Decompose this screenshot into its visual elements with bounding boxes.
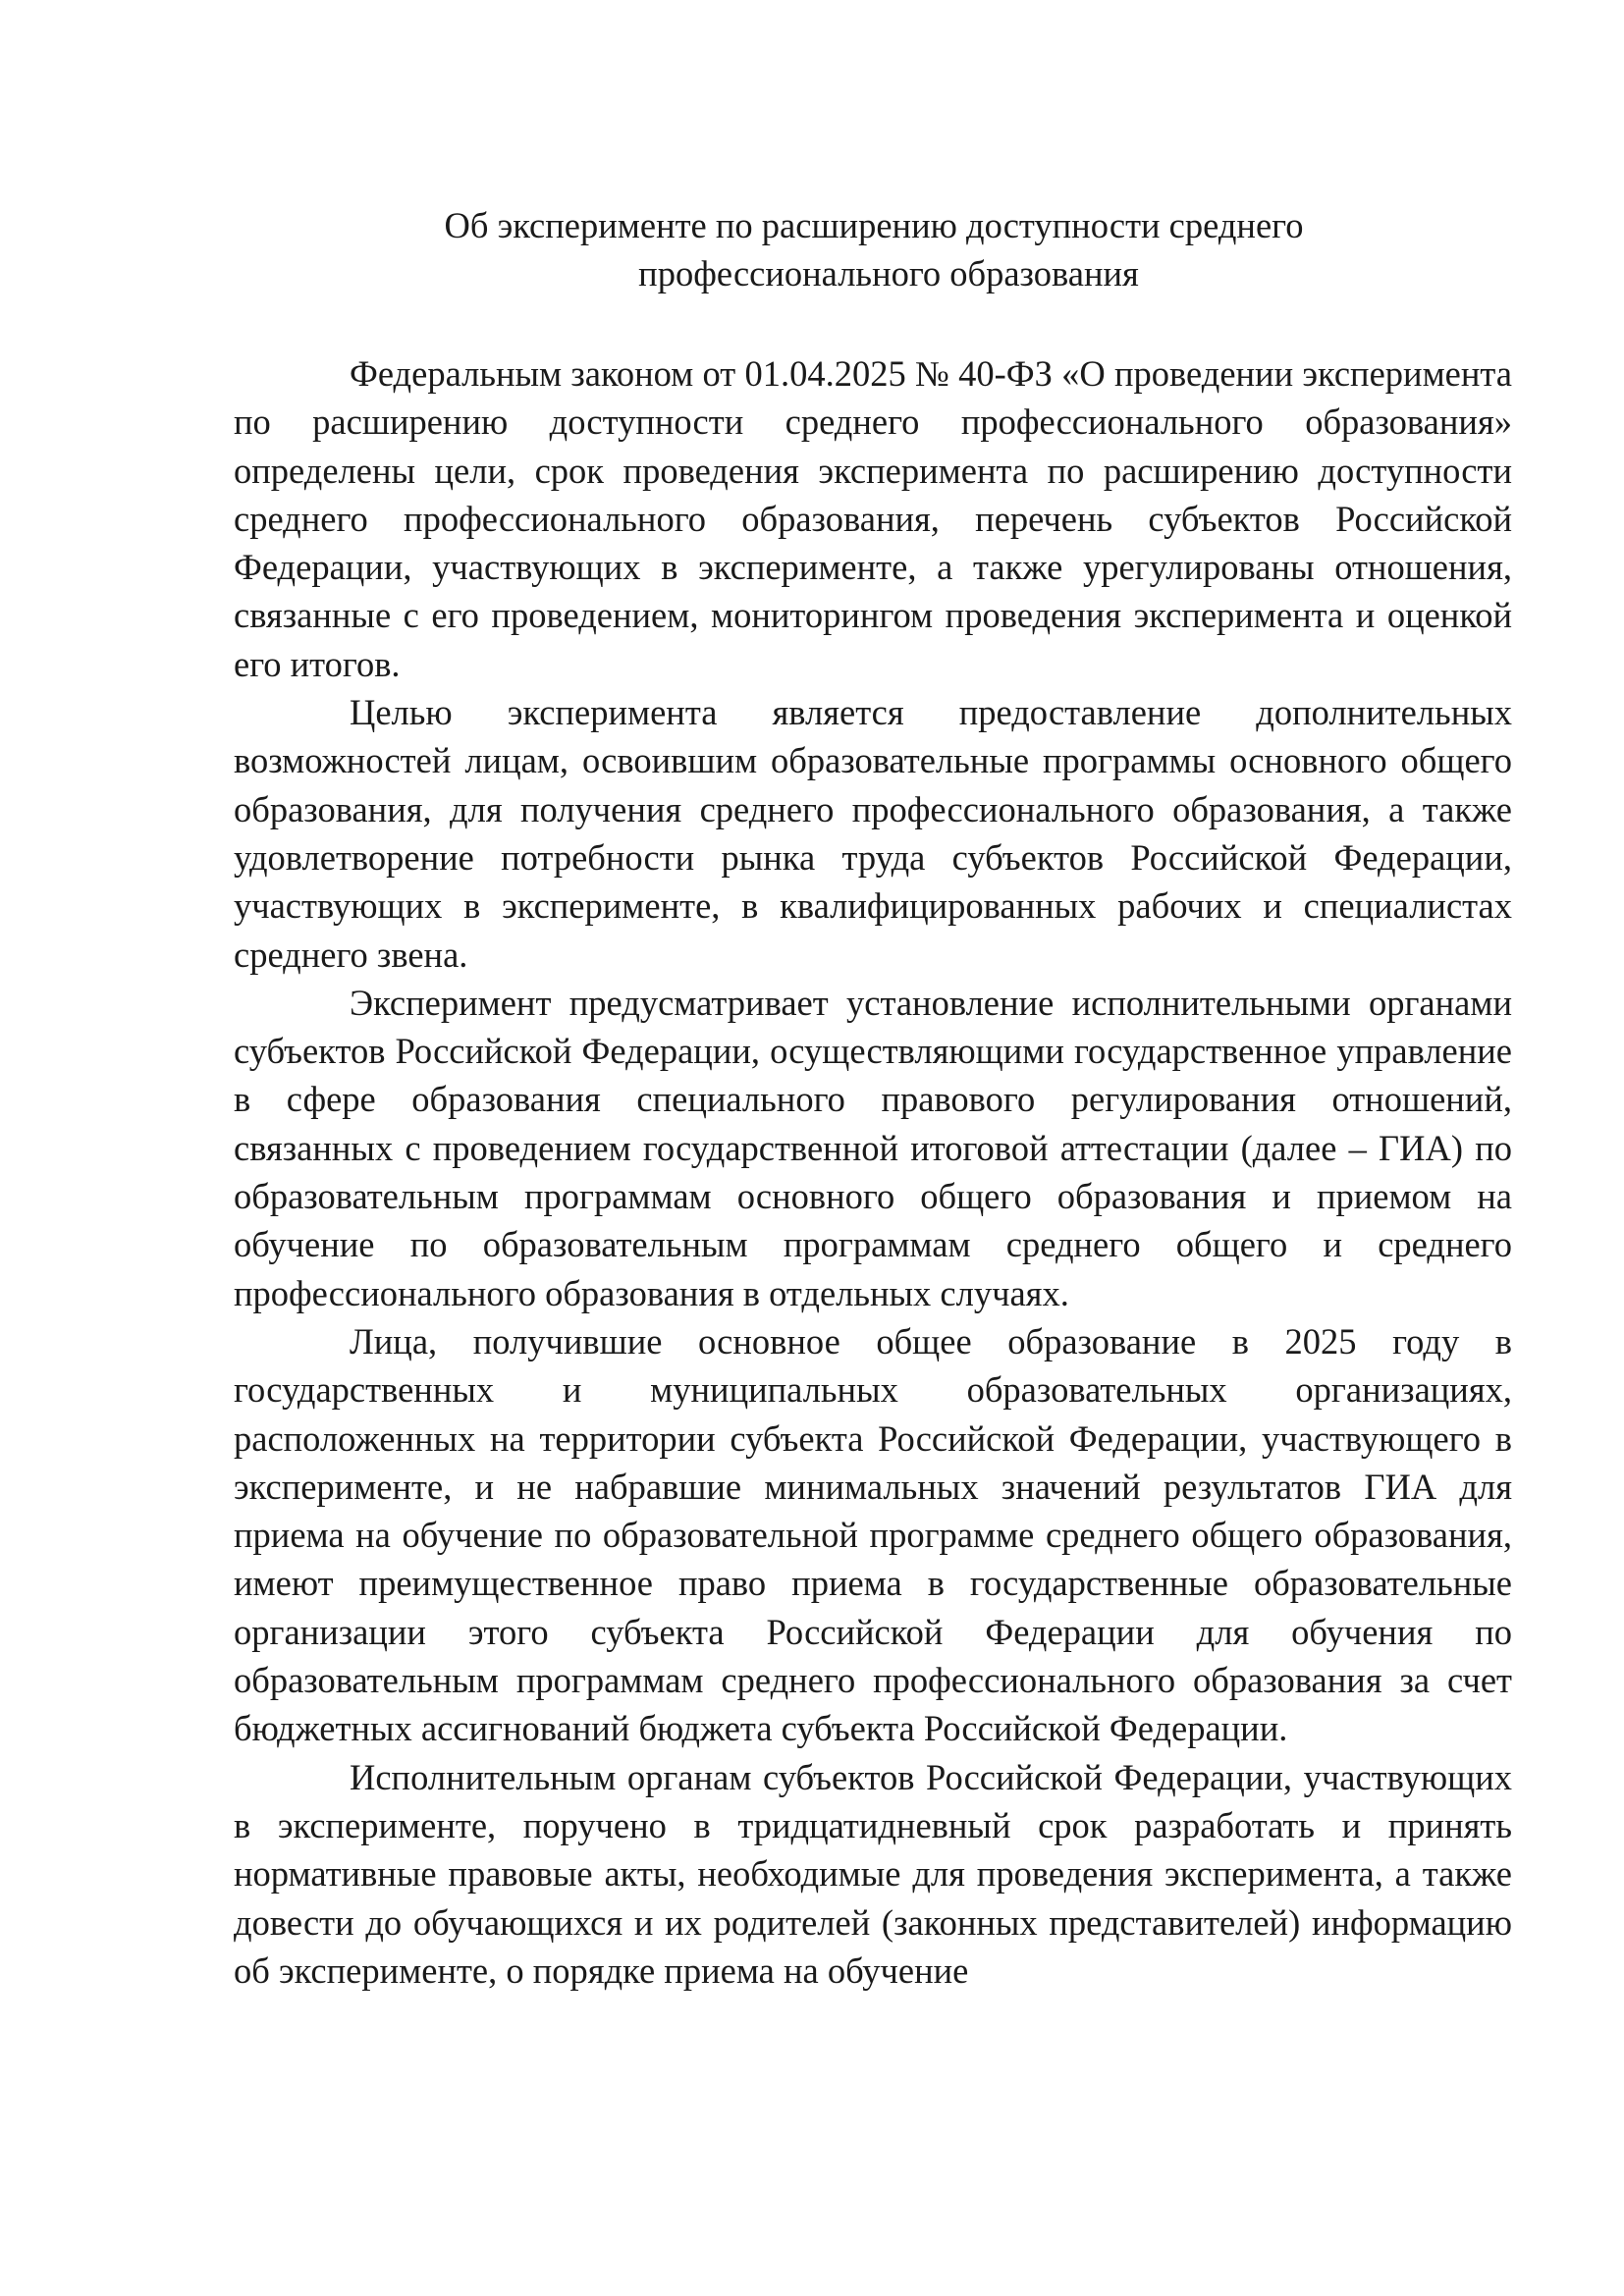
paragraph-experiment-goal: Целью эксперимента является предоставление дополнительных возможностей лицам, освоившим образовательные программы основного общего образования, для получения среднего профессионального образования, а также удовлетворение потребности рынка труда субъектов Российской Федерации, участвующих в эксперименте, в квалифицированных рабочих и специалистах среднего звена.: [234, 692, 1512, 975]
title-line-1: Об эксперименте по расширению доступности среднего: [444, 205, 1304, 245]
paragraph-law-reference: Федеральным законом от 01.04.2025 № 40-ФЗ «О проведении эксперимента по расширению доступности среднего профессионального образования» определены цели, срок проведения эксперимента по расширению доступности среднего профессионального образования, перечень субъектов Российской Федерации, участвующих в эксперименте, а также урегулированы отношения, связанные с его проведением, мониторингом проведения эксперимента и оценкой его итогов.: [234, 353, 1512, 684]
paragraph-regional-instructions: Исполнительным органам субъектов Российской Федерации, участвующих в эксперименте, поручено в тридцатидневный срок разработать и принять нормативные правовые акты, необходимые для проведения эксперимента, а также довести до обучающихся и их родителей (законных представителей) информацию об эксперименте, о порядке приема на обучение: [234, 1756, 1512, 1991]
document-title: [236, 201, 1512, 297]
document-body: [234, 349, 1512, 1995]
title-line-2: профессионального образования: [638, 253, 1139, 294]
paragraph-experiment-provisions: Эксперимент предусматривает установление исполнительными органами субъектов Российской Федерации, осуществляющими государственное управление в сфере образования специального правового регулирования отношений, связанных с проведением государственной итоговой аттестации (далее – ГИА) по образовательным программам основного общего образования и приемом на обучение по образовательным программам среднего общего и среднего профессионального образования в отдельных случаях.: [234, 982, 1512, 1313]
paragraph-admission-right: Лица, получившие основное общее образование в 2025 году в государственных и муниципальных образовательных организациях, расположенных на территории субъекта Российской Федерации, участвующего в эксперименте, и не набравшие минимальных значений результатов ГИА для приема на обучение по образовательной программе среднего общего образования, имеют преимущественное право приема в государственные образовательные организации этого субъекта Российской Федерации для обучения по образовательным программам среднего профессионального образования за счет бюджетных ассигнований бюджета субъекта Российской Федерации.: [234, 1320, 1512, 1749]
